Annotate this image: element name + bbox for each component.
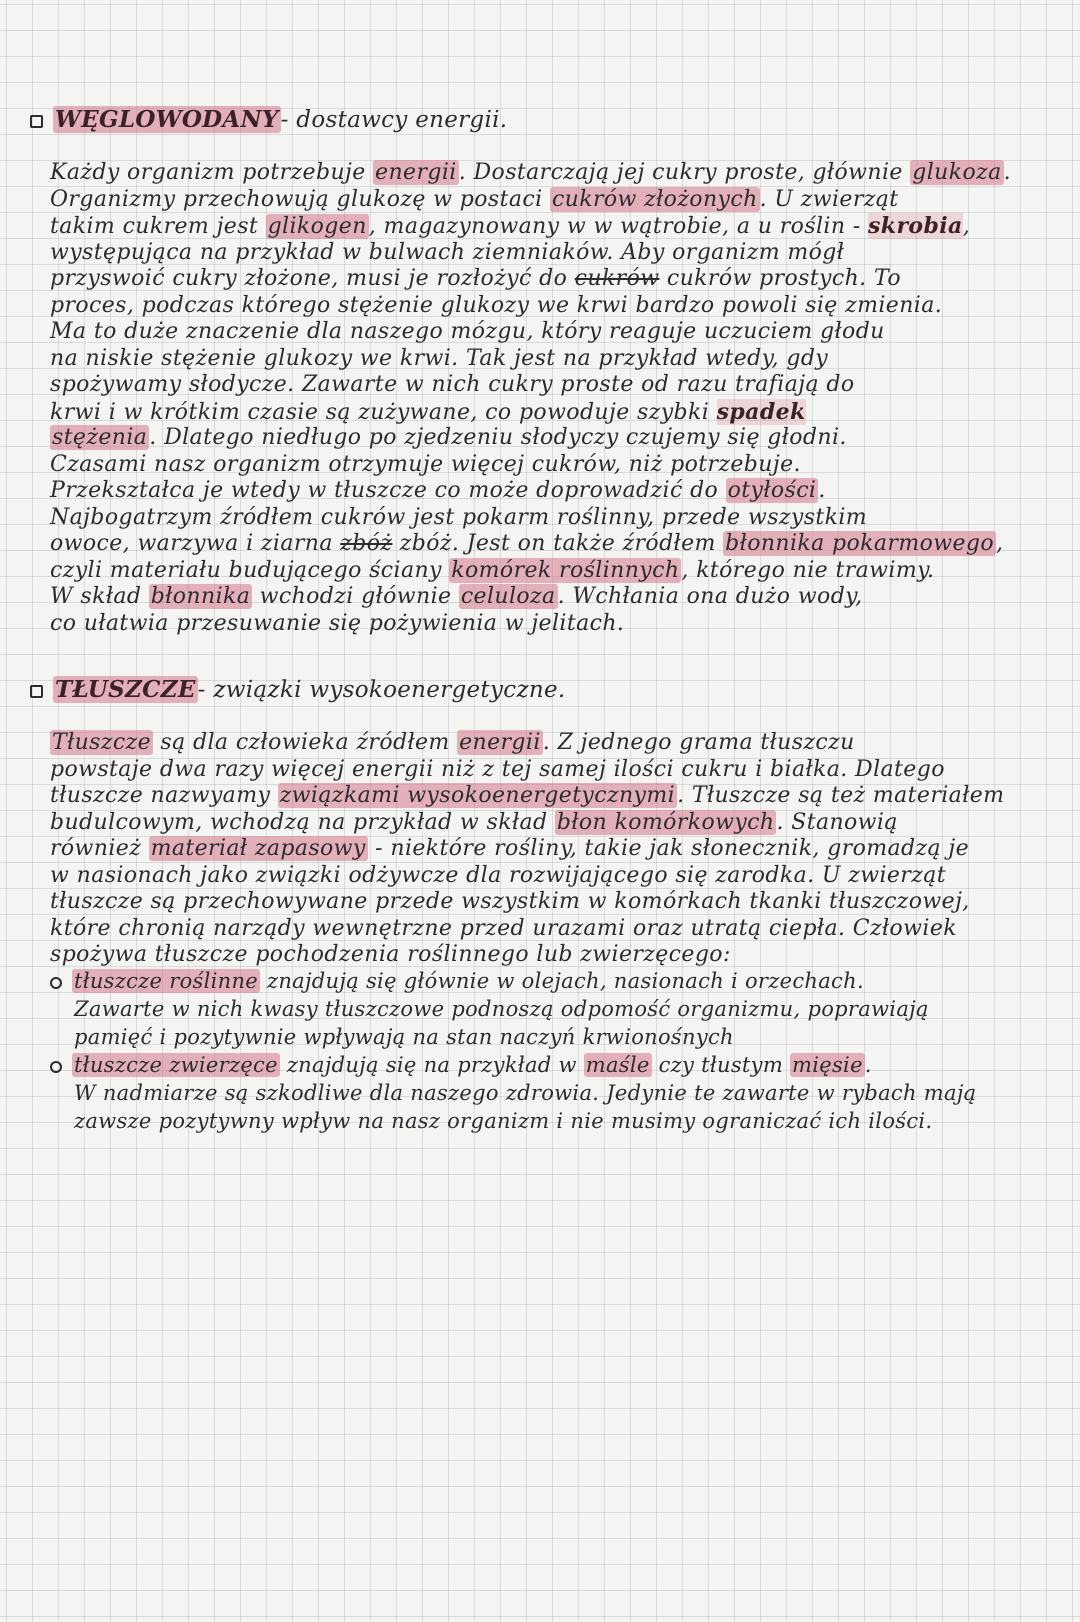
text-fragment: , <box>962 214 971 239</box>
text-fragment: występująca na przykład w bulwach ziemniaków. Aby organizm mógł <box>50 239 845 265</box>
text-fragment: w nasionach jako związki odżywcze dla rozwijającego się zarodka. U zwierząt <box>50 862 946 888</box>
highlighted-term: tłuszcze roślinne <box>74 969 259 993</box>
text-fragment: - niektóre rośliny, takie jak słonecznik, gromadzą je <box>367 836 970 861</box>
text-line <box>50 836 1040 863</box>
section-heading-fats <box>30 676 566 703</box>
list-item <box>50 1051 1040 1079</box>
text-fragment: takim cukrem jest <box>50 214 266 239</box>
text-fragment: owoce, warzywa i ziarna <box>50 531 341 556</box>
highlighted-term: maśle <box>585 1053 650 1077</box>
text-fragment: wchodzi głównie <box>252 584 459 609</box>
heading-title: TŁUSZCZE <box>55 676 196 703</box>
text-fragment: Przekształca je wtedy w tłuszcze co może doprowadzić do <box>50 478 726 503</box>
text-line <box>50 730 1040 757</box>
heading-title: WĘGLOWODANY <box>55 106 279 133</box>
text-fragment: . Dostarczają jej cukry proste, głównie <box>458 160 911 185</box>
text-line <box>50 505 1040 532</box>
highlighted-term: mięsie <box>792 1053 863 1077</box>
text-fragment: czyli materiału budującego ściany <box>50 557 450 583</box>
carbohydrates-paragraph <box>50 160 1040 637</box>
text-line <box>50 611 1040 638</box>
text-fragment: spożywamy słodycze. Zawarte w nich cukry proste od razu trafiają do <box>50 372 855 397</box>
text-line <box>50 240 1040 267</box>
text-fragment: Każdy organizm potrzebuje <box>50 160 374 185</box>
text-line <box>50 266 1040 293</box>
highlighted-term: błonnika pokarmowego <box>725 531 995 556</box>
text-fragment: , którego nie trawimy. <box>681 557 935 583</box>
highlighted-term: stężenia <box>52 425 148 450</box>
circle-bullet-icon <box>50 1061 62 1073</box>
list-item-continuation <box>50 1079 1040 1107</box>
text-fragment: . U zwierząt <box>759 186 899 212</box>
crossed-out-word: zbóż <box>340 531 393 556</box>
text-fragment: zawsze pozytywny wpływ na nasz organizm i nie musimy ograniczać ich ilości. <box>74 1109 933 1133</box>
highlighted-term: otyłości <box>727 478 817 503</box>
highlighted-term: energii <box>375 160 457 185</box>
text-fragment: Czasami nasz organizm otrzymuje więcej cukrów, niż potrzebuje. <box>50 451 801 477</box>
text-line <box>50 346 1040 373</box>
text-fragment: znajdują się na przykład w <box>279 1053 584 1077</box>
text-fragment: proces, podczas którego stężenie glukozy we krwi bardzo powoli się zmienia. <box>50 292 943 318</box>
text-fragment: . <box>864 1053 872 1077</box>
emphasized-term: skrobia <box>868 213 963 239</box>
square-bullet-icon <box>30 685 43 698</box>
text-fragment: spożywa tłuszcze pochodzenia roślinnego lub zwierzęcego: <box>50 942 731 967</box>
highlighted-term: energii <box>459 730 541 755</box>
text-fragment: Zawarte w nich kwasy tłuszczowe podnoszą odpomość organizmu, poprawiają <box>74 997 929 1021</box>
text-fragment: czy tłustym <box>651 1053 791 1077</box>
text-fragment: . Dlatego niedługo po zjedzeniu słodyczy czujemy się głodni. <box>149 425 847 450</box>
text-fragment: W nadmiarze są szkodliwe dla naszego zdrowia. Jedynie te zawarte w rybach mają <box>74 1081 977 1105</box>
text-line <box>50 452 1040 479</box>
heading-subtitle: - związki wysokoenergetyczne. <box>197 677 566 703</box>
text-fragment: . <box>1003 160 1012 185</box>
section-heading-carbohydrates <box>30 106 507 133</box>
text-line <box>50 942 1040 969</box>
highlighted-term: błon komórkowych <box>556 809 775 835</box>
text-fragment: cukrów prostych. To <box>659 266 901 291</box>
text-fragment: . Wchłania ona dużo wody, <box>557 584 863 609</box>
list-item-continuation <box>50 1107 1040 1135</box>
text-line <box>50 399 1040 426</box>
highlighted-term: glikogen <box>267 214 367 239</box>
highlighted-term: Tłuszcze <box>52 730 151 755</box>
list-item-continuation <box>50 995 1040 1023</box>
text-line <box>50 425 1040 452</box>
fats-paragraph <box>50 730 1040 969</box>
text-line <box>50 478 1040 505</box>
text-fragment: Najbogatrzym źródłem cukrów jest pokarm roślinny, przede wszystkim <box>50 504 868 530</box>
text-line <box>50 584 1040 611</box>
text-fragment: , magazynowany w w wątrobie, a u roślin - <box>368 214 869 239</box>
text-fragment: W skład <box>50 584 149 609</box>
text-fragment: zbóż. Jest on także źródłem <box>392 531 724 556</box>
square-bullet-icon <box>30 115 43 128</box>
text-fragment: Ma to duże znaczenie dla naszego mózgu, który reaguje uczuciem głodu <box>50 319 885 344</box>
text-fragment: Organizmy przechowują glukozę w postaci <box>50 186 550 212</box>
text-line <box>50 783 1040 810</box>
text-fragment: przyswoić cukry złożone, musi je rozłożyć do <box>50 266 575 291</box>
text-line <box>50 213 1040 240</box>
text-fragment: znajdują się głównie w olejach, nasionach i orzechach. <box>260 969 864 993</box>
emphasized-term: spadek <box>716 398 806 425</box>
highlighted-term: cukrów złożonych <box>551 186 758 212</box>
highlighted-term: związkami wysokoenergetycznymi <box>279 783 676 808</box>
text-fragment: tłuszcze nazwyamy <box>50 783 278 808</box>
text-fragment: które chronią narządy wewnętrzne przed urazami oraz utratą ciepła. Człowiek <box>50 915 957 941</box>
highlighted-term: komórek roślinnych <box>451 557 680 583</box>
text-fragment: . Tłuszcze są też materiałem <box>677 783 1005 808</box>
heading-subtitle: - dostawcy energii. <box>280 107 508 133</box>
text-fragment: . Stanowią <box>776 809 898 835</box>
highlighted-term: błonnika <box>150 584 251 609</box>
highlighted-term: tłuszcze zwierzęce <box>74 1053 278 1077</box>
text-line <box>50 810 1040 837</box>
text-fragment: , <box>996 531 1004 556</box>
text-fragment: na niskie stężenie glukozy we krwi. Tak jest na przykład wtedy, gdy <box>50 345 829 371</box>
text-line <box>50 160 1040 187</box>
text-fragment: są dla człowieka źródłem <box>153 730 458 755</box>
text-fragment: również <box>50 836 149 861</box>
text-fragment: . <box>818 478 826 503</box>
text-line <box>50 757 1040 784</box>
text-line <box>50 916 1040 943</box>
text-line <box>50 187 1040 214</box>
text-line <box>50 372 1040 399</box>
text-fragment: tłuszcze są przechowywane przede wszystkim w komórkach tkanki tłuszczowej, <box>50 889 970 914</box>
text-line <box>50 293 1040 320</box>
text-line <box>50 863 1040 890</box>
crossed-out-word: cukrów <box>574 266 660 291</box>
text-fragment: pamięć i pozytywnie wpływają na stan naczyń krwionośnych <box>74 1025 734 1049</box>
fats-list <box>50 967 1040 1135</box>
highlighted-term: materiał zapasowy <box>150 836 366 861</box>
list-item <box>50 967 1040 995</box>
highlighted-term: glukoza <box>912 160 1002 185</box>
text-line <box>50 319 1040 346</box>
highlighted-term: celuloza <box>460 584 556 609</box>
text-fragment: budulcowym, wchodzą na przykład w skład <box>50 809 555 835</box>
text-fragment: . Z jednego grama tłuszczu <box>542 730 855 755</box>
list-item-continuation <box>50 1023 1040 1051</box>
text-fragment: co ułatwia przesuwanie się pożywienia w jelitach. <box>50 610 625 636</box>
text-fragment: powstaje dwa razy więcej energii niż z tej samej ilości cukru i białka. Dlatego <box>50 756 945 782</box>
circle-bullet-icon <box>50 977 62 989</box>
text-line <box>50 889 1040 916</box>
text-fragment: krwi i w krótkim czasie są zużywane, co powoduje szybki <box>50 399 717 425</box>
text-line <box>50 558 1040 585</box>
text-line <box>50 531 1040 558</box>
